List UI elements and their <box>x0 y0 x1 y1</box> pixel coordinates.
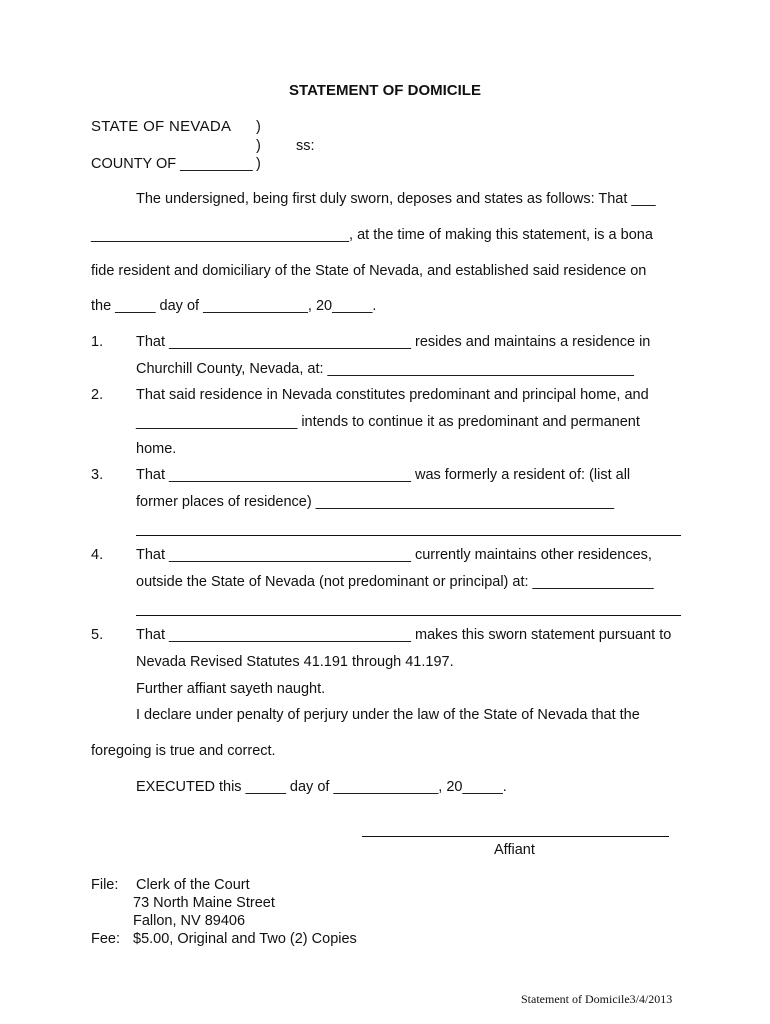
intro-line-2: ________________________________, at the time of making this statement, is a bona <box>91 227 653 243</box>
item-number-2: 2. <box>91 387 104 403</box>
intro-line-1: The undersigned, being first duly sworn, deposes and states as follows: That ___ <box>136 191 656 207</box>
item-5-line-b: Nevada Revised Statutes 41.191 through 41.197. <box>136 654 454 670</box>
item-3-line-a: That ______________________________ was formerly a resident of: (list all <box>136 467 631 483</box>
caption-paren-3: ) <box>256 156 261 172</box>
caption-state: STATE OF NEVADA <box>91 118 232 135</box>
caption-paren-1: ) <box>256 119 261 135</box>
document-title: STATEMENT OF DOMICILE <box>289 82 481 99</box>
fee-amount: $5.00, Original and Two (2) Copies <box>133 931 357 947</box>
item-number-5: 5. <box>91 627 104 643</box>
file-city: Fallon, NV 89406 <box>133 913 246 929</box>
item-number-1: 1. <box>91 334 104 350</box>
item-3-line-b: former places of residence) _____________________________________ <box>136 494 615 510</box>
item-number-4: 4. <box>91 547 104 563</box>
caption-paren-2: ) <box>256 138 261 154</box>
item-4-blank-line <box>136 615 681 616</box>
file-street: 73 North Maine Street <box>133 895 275 911</box>
caption-county: COUNTY OF _________ <box>91 156 253 172</box>
item-5-line-a: That ______________________________ makes this sworn statement pursuant to <box>136 627 672 643</box>
item-number-3: 3. <box>91 467 104 483</box>
declaration-line-1: I declare under penalty of perjury under the law of the State of Nevada that the <box>136 707 640 723</box>
intro-line-4: the _____ day of _____________, 20_____. <box>91 298 377 314</box>
closing-naught: Further affiant sayeth naught. <box>136 681 326 697</box>
declaration-line-2: foregoing is true and correct. <box>91 743 276 759</box>
item-2-line-c: home. <box>136 441 177 457</box>
item-1-line-b: Churchill County, Nevada, at: ______________________________________ <box>136 361 634 377</box>
file-clerk: Clerk of the Court <box>136 877 250 893</box>
item-3-blank-line <box>136 535 681 536</box>
fee-label: Fee: <box>91 931 121 947</box>
item-2-line-a: That said residence in Nevada constitutes predominant and principal home, and <box>136 387 649 403</box>
executed-line: EXECUTED this _____ day of _____________, 20_____. <box>136 779 507 795</box>
intro-line-3: fide resident and domiciliary of the State of Nevada, and established said residence on <box>91 263 647 279</box>
affiant-label: Affiant <box>494 842 535 858</box>
page-footer: Statement of Domicile3/4/2013 <box>521 992 673 1006</box>
signature-line <box>362 836 669 837</box>
item-4-line-b: outside the State of Nevada (not predominant or principal) at: _______________ <box>136 574 654 590</box>
file-label: File: <box>91 877 119 893</box>
caption-ss: ss: <box>296 138 315 154</box>
item-2-line-b: ____________________ intends to continue it as predominant and permanent <box>136 414 640 430</box>
item-4-line-a: That ______________________________ currently maintains other residences, <box>136 547 652 563</box>
item-1-line-a: That ______________________________ resides and maintains a residence in <box>136 334 651 350</box>
